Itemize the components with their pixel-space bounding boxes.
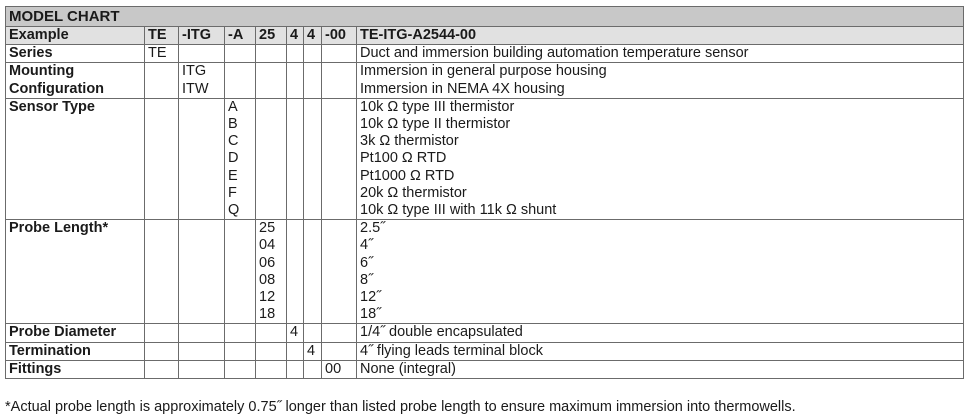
series-code: TE [148,45,167,62]
sensor-code: Q [228,202,240,219]
sensor-type-label: Sensor Type [6,98,145,219]
sensor-code: E [228,167,238,184]
length-code: 25 [259,220,276,237]
length-code: 12 [259,289,276,306]
sensor-description: 20k Ω thermistor [360,184,467,201]
example-segment-diameter: 4 [287,27,304,45]
probe-length-row [6,220,964,324]
model-chart-table [5,6,964,379]
sensor-type-codes [225,98,256,219]
mounting-description: Immersion in NEMA 4X housing [360,80,565,97]
sensor-description: 10k Ω type III thermistor [360,98,515,115]
probe-diameter-label: Probe Diameter [6,324,145,342]
example-segment-length: 25 [256,27,287,45]
probe-diameter-descriptions [357,324,964,342]
probe-diameter-row [6,324,964,342]
chart-title: MODEL CHART [6,7,964,27]
series-description: Duct and immersion building automation temperature sensor [360,45,749,62]
mounting-code: ITG [182,63,207,80]
sensor-description: 10k Ω type II thermistor [360,116,511,133]
mounting-code: ITW [182,80,209,97]
mounting-row [6,63,964,98]
title-row [6,7,964,27]
termination-descriptions [357,342,964,360]
fittings-codes [322,360,357,378]
termination-codes [304,342,322,360]
mounting-descriptions [357,63,964,98]
fittings-label: Fittings [6,360,145,378]
length-description: 8˝ [360,271,373,288]
diameter-code: 4 [290,324,299,341]
example-full-model: TE-ITG-A2544-00 [357,27,964,45]
fittings-description: None (integral) [360,360,456,377]
termination-label: Termination [6,342,145,360]
sensor-code: C [228,133,239,150]
footnote: *Actual probe length is approximately 0.75˝ longer than listed probe length to ensure maximum immersion into thermowells. [5,399,796,415]
termination-row [6,342,964,360]
mounting-codes [179,63,225,98]
series-row [6,45,964,63]
mounting-label: Mounting Configuration [6,63,145,98]
example-segment-sensor: -A [225,27,256,45]
termination-description: 4˝ flying leads terminal block [360,342,543,359]
example-segment-fittings: -00 [322,27,357,45]
series-label: Series [6,45,145,63]
sensor-description: Pt100 Ω RTD [360,150,447,167]
example-label: Example [6,27,145,45]
sensor-description: Pt1000 Ω RTD [360,167,455,184]
sensor-code: B [228,116,238,133]
probe-length-label: Probe Length* [6,220,145,324]
length-code: 18 [259,306,276,323]
model-chart [5,6,963,379]
length-description: 6˝ [360,254,373,271]
length-description: 2.5˝ [360,220,385,237]
fittings-descriptions [357,360,964,378]
series-codes [145,45,179,63]
example-row [6,27,964,45]
sensor-code: F [228,184,237,201]
fittings-code: 00 [325,360,342,377]
length-code: 04 [259,237,276,254]
series-descriptions [357,45,964,63]
length-code: 06 [259,254,276,271]
termination-code: 4 [307,342,316,359]
length-description: 18˝ [360,306,381,323]
mounting-description: Immersion in general purpose housing [360,63,607,80]
example-segment-mounting: -ITG [179,27,225,45]
diameter-description: 1/4˝ double encapsulated [360,324,523,341]
length-description: 4˝ [360,237,373,254]
probe-length-descriptions [357,220,964,324]
length-description: 12˝ [360,289,381,306]
probe-length-codes [256,220,287,324]
sensor-description: 3k Ω thermistor [360,133,459,150]
sensor-description: 10k Ω type III with 11k Ω shunt [360,202,557,219]
length-code: 08 [259,271,276,288]
probe-diameter-codes [287,324,304,342]
example-segment-termination: 4 [304,27,322,45]
sensor-code: D [228,150,239,167]
sensor-type-descriptions [357,98,964,219]
sensor-code: A [228,98,238,115]
example-segment-series: TE [145,27,179,45]
sensor-type-row [6,98,964,219]
fittings-row [6,360,964,378]
